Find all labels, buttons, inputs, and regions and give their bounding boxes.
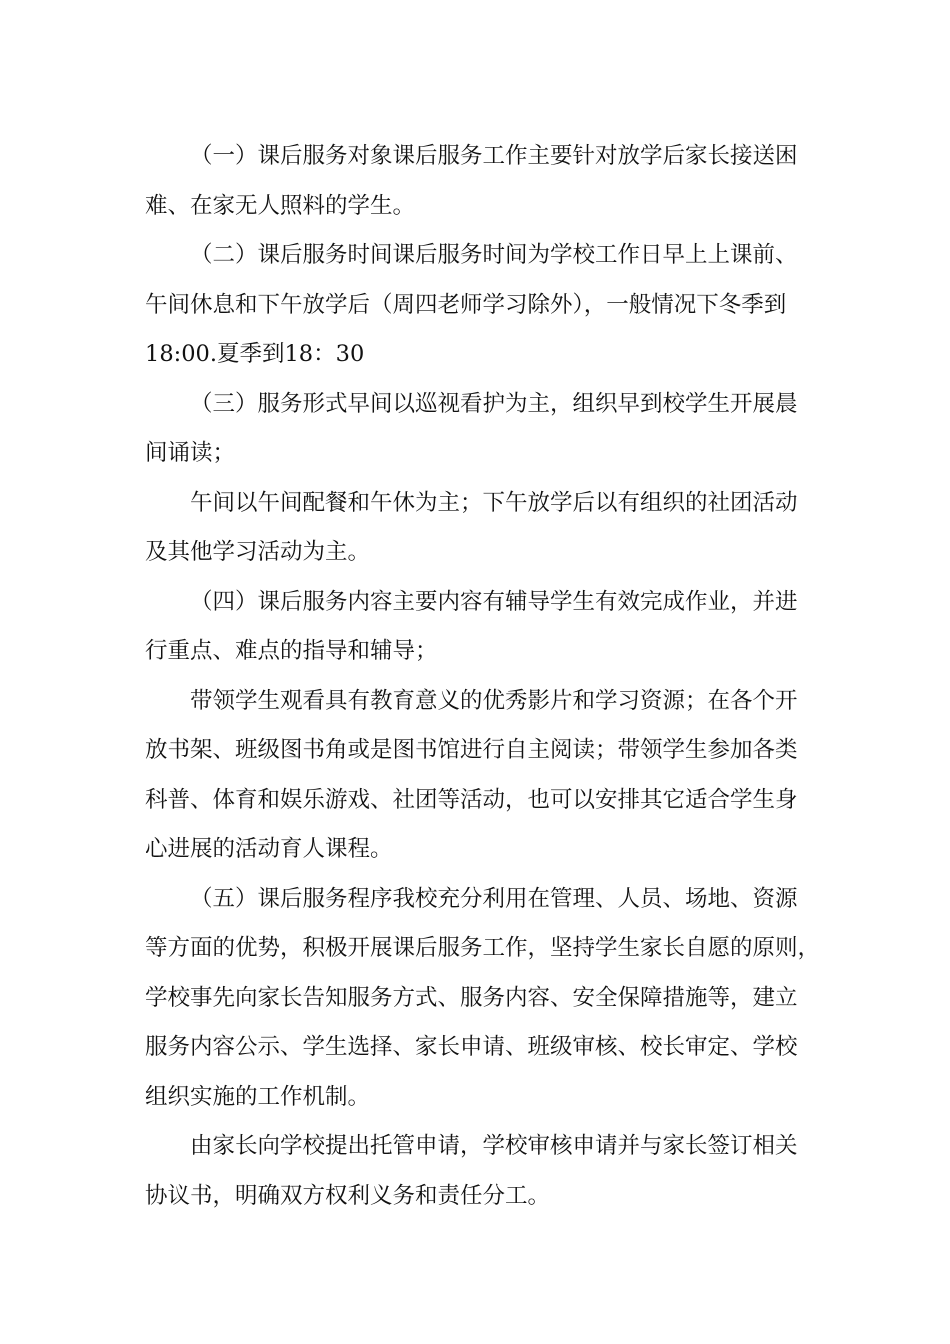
paragraph-3 bbox=[145, 380, 810, 479]
text-line: 间诵读； bbox=[145, 440, 236, 466]
text-line: 及其他学习活动为主。 bbox=[145, 539, 371, 565]
paragraph-7 bbox=[145, 875, 821, 1123]
paragraph-5 bbox=[145, 578, 810, 677]
text-line: 科普、体育和娱乐游戏、社团等活动，也可以安排其它适合学生身 bbox=[145, 786, 798, 813]
text-line: （四）课后服务内容主要内容有辅导学生有效完成作业，并进 bbox=[190, 588, 798, 615]
text-line: 带领学生观看具有教育意义的优秀影片和学习资源；在各个开 bbox=[190, 687, 798, 714]
text-line: 午间休息和下午放学后（周四老师学习除外），一般情况下冬季到 bbox=[145, 291, 787, 318]
text-line: 午间以午间配餐和午休为主；下午放学后以有组织的社团活动 bbox=[190, 489, 798, 516]
document-body bbox=[145, 132, 821, 1221]
paragraph-6 bbox=[145, 677, 810, 875]
text-line: 等方面的优势，积极开展课后服务工作，坚持学生家长自愿的原则， bbox=[145, 935, 821, 961]
text-line: 由家长向学校提出托管申请，学校审核申请并与家长签订相关 bbox=[190, 1133, 798, 1159]
paragraph-4 bbox=[145, 479, 810, 578]
text-line: 协议书，明确双方权利义务和责任分工。 bbox=[145, 1182, 551, 1209]
text-line: （一）课后服务对象课后服务工作主要针对放学后家长接送困 bbox=[190, 143, 798, 169]
text-line: （五）课后服务程序我校充分利用在管理、人员、场地、资源 bbox=[190, 885, 798, 912]
text-line: 服务内容公示、学生选择、家长申请、班级审核、校长审定、学校 bbox=[145, 1034, 798, 1060]
text-line: 行重点、难点的指导和辅导； bbox=[145, 638, 438, 664]
paragraph-1 bbox=[145, 132, 810, 231]
paragraph-8 bbox=[145, 1122, 810, 1221]
paragraph-2 bbox=[145, 231, 810, 380]
text-line: 放书架、班级图书角或是图书馆进行自主阅读；带领学生参加各类 bbox=[145, 737, 798, 763]
text-line: 难、在家无人照料的学生。 bbox=[145, 192, 416, 219]
text-line: 18:00.夏季到18：30 bbox=[145, 341, 365, 367]
text-line: 组织实施的工作机制。 bbox=[145, 1083, 371, 1110]
text-line: 学校事先向家长告知服务方式、服务内容、安全保障措施等，建立 bbox=[145, 984, 798, 1011]
text-line: （三）服务形式早间以巡视看护为主，组织早到校学生开展晨 bbox=[190, 390, 798, 417]
text-line: 心进展的活动育人课程。 bbox=[145, 836, 393, 862]
text-line: （二）课后服务时间课后服务时间为学校工作日早上上课前、 bbox=[190, 242, 798, 268]
